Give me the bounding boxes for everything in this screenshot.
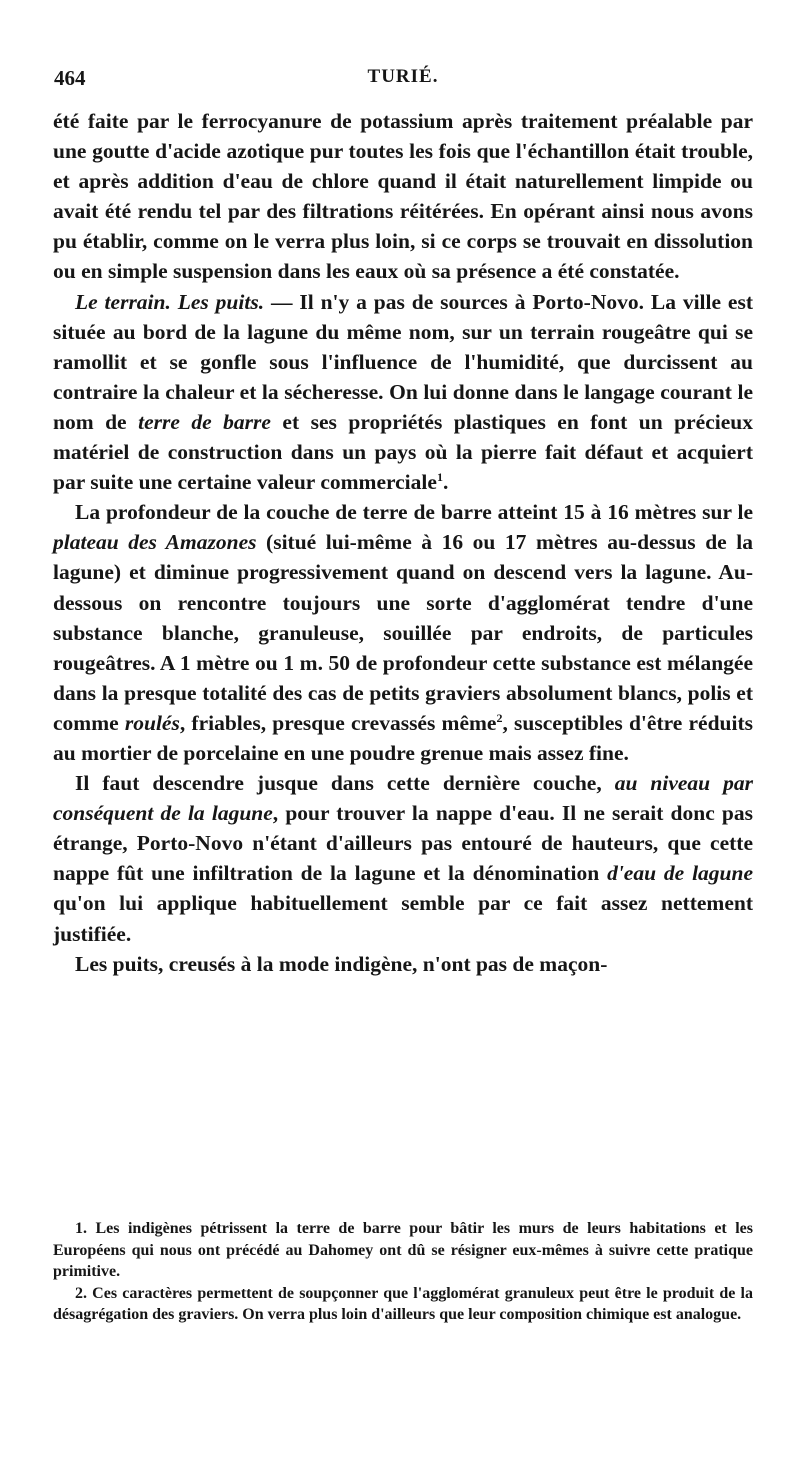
emphasis-niveau: au niveau par conséquent de la lagune — [53, 771, 753, 826]
section-heading: Le terrain. Les puits. — [75, 289, 265, 314]
paragraph-4-text-b: , pour trouver la nappe d'eau. Il ne serait donc pas étrange, Porto-Novo n'étant d'ailleurs pas entouré de hauteurs, que cette nappe fût une infiltration de la lagune et la dénomination — [53, 801, 753, 886]
footnote-ref-1: 1 — [436, 470, 443, 485]
term-roules: roulés — [124, 710, 180, 735]
main-text — [53, 106, 753, 979]
paragraph-2-text-b: et ses propriétés plastiques en font un précieux matériel de construction dans un pays où la pierre fait défaut et acquiert par suite une certaine valeur commerciale — [53, 409, 753, 495]
paragraph-3-text-a: La profondeur de la couche de terre de barre atteint 15 à 16 mètres sur le — [75, 500, 753, 525]
paragraph-3-text-b: (situé lui-même à 16 ou 17 mètres au-dessus de la lagune) et diminue progressivement quand on descend vers la lagune. Au-dessous on rencontre toujours une sorte d'agglomérat tendre d'une substance blanche, granuleuse, souillée par endroits, de particules rougeâtres. A 1 mètre ou 1 m. 50 de profondeur cette substance est mélangée dans la presque totalité des cas de petits graviers absolument blancs, polis et comme — [53, 530, 753, 735]
paragraph-2-text-c: . — [442, 470, 449, 495]
paragraph-4-text-a: Il faut descendre jusque dans cette dernière couche, — [75, 771, 615, 796]
paragraph-2 — [53, 287, 753, 498]
paragraph-2-text-a: — Il n'y a pas de sources à Porto-Novo. La ville est située au bord de la lagune du même nom, sur un terrain rougeâtre qui se ramollit et se gonfle sous l'influence de l'humidité, que durcissent au contraire la chaleur et la sécheresse. On lui donne dans le langage courant le nom de — [53, 289, 753, 434]
footnote-ref-2: 2 — [496, 710, 503, 725]
running-title: TURIÉ. — [367, 66, 439, 87]
paragraph-4 — [53, 768, 753, 949]
paragraph-4-text-c: qu'on lui applique habituellement semble par ce fait assez nettement justifiée. — [53, 891, 753, 946]
paragraph-1: été faite par le ferrocyanure de potassium après traitement préalable par une goutte d'acide azotique pur toutes les fois que l'échantillon était trouble, et après addition d'eau de chlore quand il était naturellement limpide ou avait été rendu tel par des filtrations réitérées. En opérant ainsi nous avons pu établir, comme on le verra plus loin, si ce corps se trouvait en dissolution ou en simple suspension dans les eaux où sa présence a été constatée. — [53, 109, 753, 284]
paragraph-5: Les puits, creusés à la mode indigène, n'ont pas de maçon- — [75, 951, 608, 976]
footnote-1: 1. Les indigènes pétrissent la terre de barre pour bâtir les murs de leurs habitations et les Européens qui nous ont précédé au Dahomey ont dû se résigner eux-mêmes à suivre cette pratique primitive. — [53, 1220, 753, 1281]
running-header — [54, 66, 752, 96]
term-plateau: plateau des Amazones — [53, 530, 257, 555]
paragraph-3-text-c: , friables, presque crevassés même — [179, 710, 497, 735]
footnote-2: 2. Ces caractères permettent de soupçonner que l'agglomérat granuleux peut être le produit de la désagrégation des graviers. On verra plus loin d'ailleurs que leur composition chimique est analogue. — [53, 1284, 753, 1324]
paragraph-3 — [53, 497, 753, 768]
footnotes — [53, 1218, 753, 1326]
paragraph-3-text-d: , susceptibles d'être réduits au mortier de porcelaine en une poudre grenue mais assez fine. — [53, 710, 754, 765]
term-terre-de-barre: terre de barre — [138, 409, 271, 434]
page-number: 464 — [54, 66, 86, 90]
term-eau-de-lagune: d'eau de lagune — [607, 861, 753, 886]
